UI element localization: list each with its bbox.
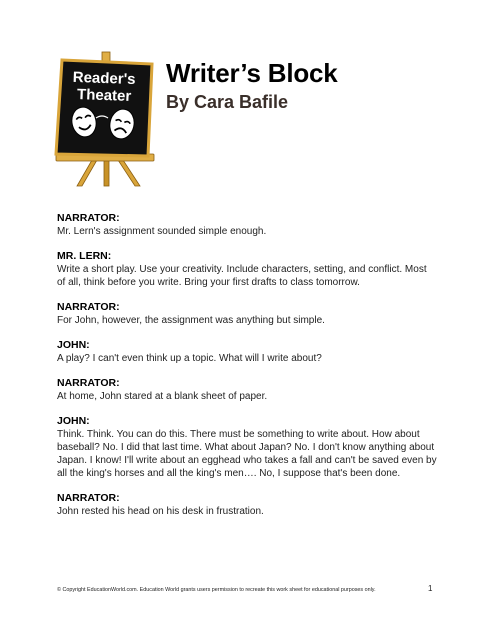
logo-line2: Theater (76, 86, 132, 105)
speaker-name: NARRATOR: (57, 377, 120, 389)
speaker-name: MR. LERN: (57, 250, 112, 262)
speaker-name: NARRATOR: (57, 301, 120, 313)
dialogue-text: Write a short play. Use your creativity. Include characters, setting, and conflict. Most of all, think before you write. Bring your first drafts to class tomorrow. (57, 264, 427, 288)
page-title: Writer’s Block (166, 58, 338, 88)
dialogue-block (57, 415, 437, 480)
dialogue-text: For John, however, the assignment was anything but simple. (57, 315, 325, 326)
script-body (57, 212, 437, 530)
dialogue-text: John rested his head on his desk in frustration. (57, 506, 264, 517)
speaker-name: NARRATOR: (57, 492, 120, 504)
dialogue-block (57, 377, 437, 403)
page-number: 1 (428, 584, 433, 593)
dialogue-block (57, 250, 437, 289)
readers-theater-logo (52, 50, 156, 188)
dialogue-block (57, 212, 437, 238)
copyright-notice: © Copyright EducationWorld.com. Education World grants users permission to recreate this work sheet for educational purposes only. (57, 587, 376, 593)
dialogue-block (57, 301, 437, 327)
author-byline: By Cara Bafile (166, 92, 289, 112)
dialogue-text: Think. Think. You can do this. There must be something to write about. How about baseball? No. I did that last time. What about Japan? No. I don't know anything about Japan. I know! I'll write about an egghead who takes a fall and can't be saved even by all the king's horses and all the king's men…. No, I suppose that's been done. (57, 429, 437, 479)
dialogue-text: A play? I can't even think up a topic. What will I write about? (57, 353, 322, 364)
dialogue-text: At home, John stared at a blank sheet of paper. (57, 391, 268, 402)
speaker-name: NARRATOR: (57, 212, 120, 224)
dialogue-block (57, 492, 437, 518)
dialogue-text: Mr. Lern's assignment sounded simple enough. (57, 226, 267, 237)
header (166, 58, 338, 114)
speaker-name: JOHN: (57, 339, 90, 351)
logo-line1: Reader's (72, 68, 136, 89)
dialogue-block (57, 339, 437, 365)
speaker-name: JOHN: (57, 415, 90, 427)
